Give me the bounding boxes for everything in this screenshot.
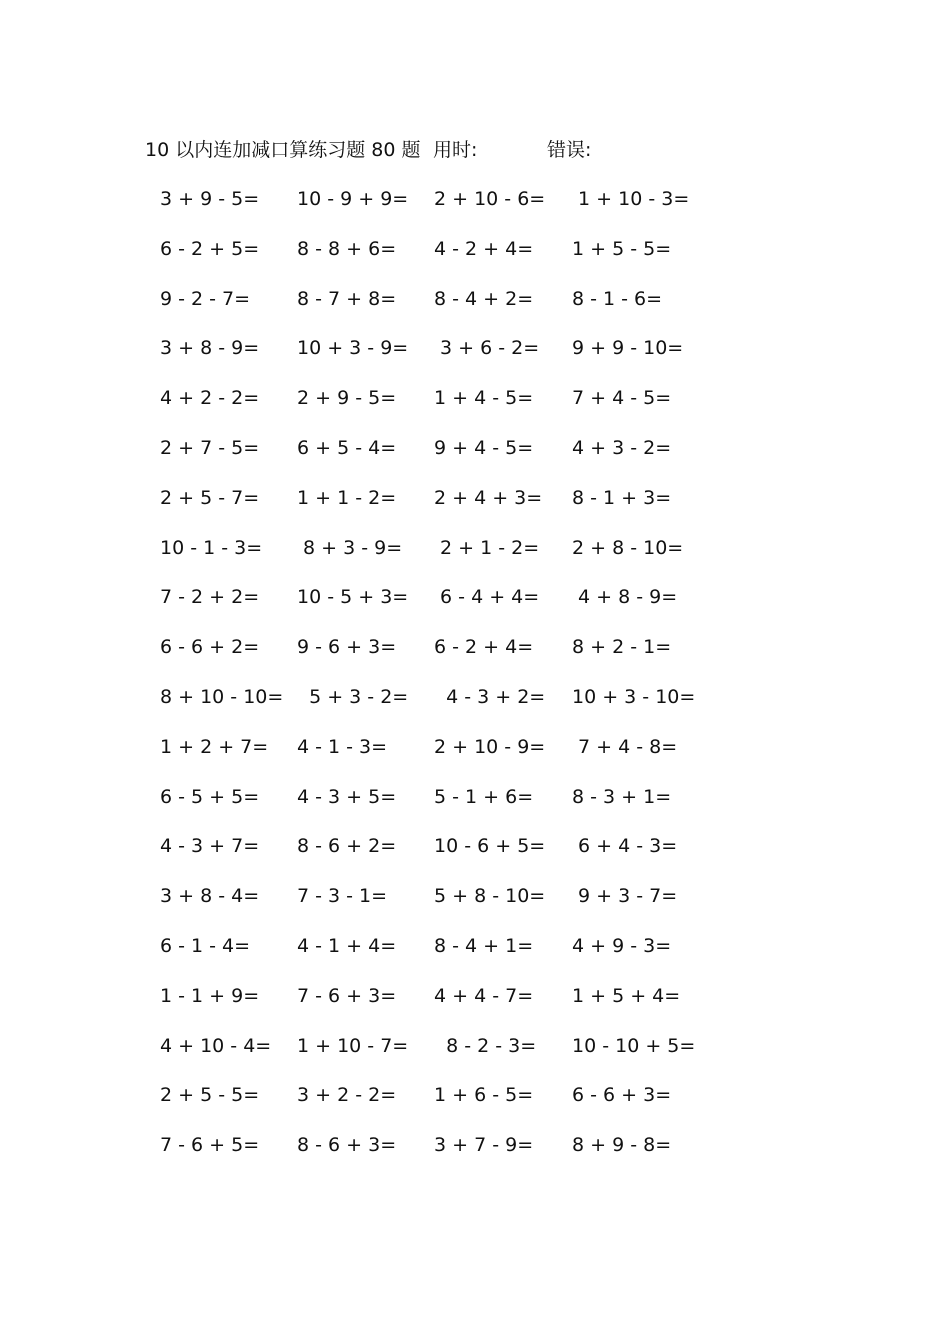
problem-cell: 8 - 8 + 6= [297, 237, 397, 260]
problem-cell: 8 + 3 - 9= [297, 536, 403, 559]
problem-row [0, 381, 950, 431]
problem-row [0, 232, 950, 282]
problem-cell: 6 - 2 + 5= [160, 237, 260, 260]
problem-cell: 6 - 1 - 4= [160, 934, 251, 957]
problem-cell: 2 + 7 - 5= [160, 436, 260, 459]
problem-cell: 2 + 5 - 7= [160, 486, 260, 509]
problem-cell: 4 + 8 - 9= [572, 586, 678, 609]
problem-cell: 5 - 1 + 6= [434, 785, 534, 808]
problem-cell: 4 - 3 + 5= [297, 785, 397, 808]
problem-cell: 5 + 8 - 10= [434, 885, 546, 908]
problem-cell: 7 - 6 + 3= [297, 984, 397, 1007]
problem-cell: 4 + 10 - 4= [160, 1034, 272, 1057]
problem-cell: 10 - 1 - 3= [160, 536, 263, 559]
problem-cell: 9 - 6 + 3= [297, 636, 397, 659]
problem-cell: 3 + 7 - 9= [434, 1134, 534, 1157]
problem-cell: 7 + 4 - 8= [572, 735, 678, 758]
problem-cell: 8 - 6 + 2= [297, 835, 397, 858]
problem-cell: 10 + 3 - 10= [572, 685, 696, 708]
problem-row [0, 1029, 950, 1079]
problem-grid [0, 182, 950, 1178]
problem-cell: 6 - 4 + 4= [434, 586, 540, 609]
problem-row [0, 331, 950, 381]
problem-cell: 8 - 2 - 3= [434, 1034, 537, 1057]
problem-cell: 4 + 4 - 7= [434, 984, 534, 1007]
problem-cell: 1 + 10 - 3= [572, 188, 690, 210]
problem-cell: 8 + 9 - 8= [572, 1134, 672, 1157]
problem-cell: 6 - 6 + 3= [572, 1084, 672, 1107]
problem-cell: 9 + 9 - 10= [572, 337, 684, 360]
problem-cell: 1 + 1 - 2= [297, 486, 397, 509]
problem-cell: 8 - 7 + 8= [297, 287, 397, 310]
problem-cell: 8 - 1 - 6= [572, 287, 663, 310]
problem-cell: 6 - 6 + 2= [160, 636, 260, 659]
problem-cell: 3 + 8 - 4= [160, 885, 260, 908]
problem-cell: 7 - 2 + 2= [160, 586, 260, 609]
worksheet-header [145, 136, 765, 164]
problem-cell: 6 + 5 - 4= [297, 436, 397, 459]
problem-cell: 5 + 3 - 2= [297, 685, 409, 708]
problem-cell: 4 - 2 + 4= [434, 237, 534, 260]
problem-cell: 10 - 5 + 3= [297, 586, 409, 609]
time-label: 用时: [433, 139, 478, 161]
problem-row [0, 829, 950, 879]
problem-cell: 2 + 8 - 10= [572, 536, 684, 559]
problem-row [0, 1078, 950, 1128]
problem-cell: 10 - 9 + 9= [297, 188, 409, 210]
problem-cell: 10 + 3 - 9= [297, 337, 409, 360]
problem-cell: 4 - 1 - 3= [297, 735, 388, 758]
problem-cell: 2 + 4 + 3= [434, 486, 543, 509]
problem-row [0, 879, 950, 929]
problem-cell: 4 - 3 + 2= [434, 685, 546, 708]
problem-row [0, 431, 950, 481]
problem-row [0, 929, 950, 979]
problem-cell: 8 + 10 - 10= [160, 685, 284, 708]
problem-cell: 3 + 8 - 9= [160, 337, 260, 360]
problem-row [0, 282, 950, 332]
problem-cell: 8 - 3 + 1= [572, 785, 672, 808]
errors-label: 错误: [547, 139, 592, 161]
problem-cell: 7 - 6 + 5= [160, 1134, 260, 1157]
problem-cell: 10 - 6 + 5= [434, 835, 546, 858]
problem-cell: 1 + 4 - 5= [434, 387, 534, 410]
problem-cell: 9 + 3 - 7= [572, 885, 678, 908]
problem-cell: 3 + 6 - 2= [434, 337, 540, 360]
problem-cell: 1 + 5 + 4= [572, 984, 681, 1007]
problem-row [0, 182, 950, 232]
problem-cell: 4 - 3 + 7= [160, 835, 260, 858]
worksheet-title: 10 以内连加减口算练习题 80 题 [145, 139, 421, 161]
problem-row [0, 580, 950, 630]
problem-cell: 7 + 4 - 5= [572, 387, 672, 410]
problem-cell: 4 - 1 + 4= [297, 934, 397, 957]
problem-row [0, 780, 950, 830]
problem-cell: 6 - 2 + 4= [434, 636, 534, 659]
problem-cell: 1 + 2 + 7= [160, 735, 269, 758]
problem-cell: 9 - 2 - 7= [160, 287, 251, 310]
problem-row [0, 630, 950, 680]
problem-row [0, 531, 950, 581]
problem-cell: 1 + 10 - 7= [297, 1034, 409, 1057]
problem-cell: 2 + 10 - 9= [434, 735, 546, 758]
problem-row [0, 481, 950, 531]
problem-cell: 10 - 10 + 5= [572, 1034, 696, 1057]
problem-cell: 6 - 5 + 5= [160, 785, 260, 808]
problem-cell: 9 + 4 - 5= [434, 436, 534, 459]
problem-cell: 8 + 2 - 1= [572, 636, 672, 659]
problem-cell: 8 - 4 + 1= [434, 934, 534, 957]
problem-cell: 8 - 1 + 3= [572, 486, 672, 509]
problem-row [0, 680, 950, 730]
problem-cell: 2 + 5 - 5= [160, 1084, 260, 1107]
problem-cell: 1 + 5 - 5= [572, 237, 672, 260]
problem-cell: 2 + 1 - 2= [434, 536, 540, 559]
problem-cell: 8 - 6 + 3= [297, 1134, 397, 1157]
problem-cell: 6 + 4 - 3= [572, 835, 678, 858]
problem-cell: 8 - 4 + 2= [434, 287, 534, 310]
problem-cell: 1 - 1 + 9= [160, 984, 260, 1007]
problem-cell: 4 + 9 - 3= [572, 934, 672, 957]
problem-cell: 3 + 9 - 5= [160, 188, 260, 210]
problem-cell: 3 + 2 - 2= [297, 1084, 397, 1107]
problem-row [0, 1128, 950, 1178]
problem-row [0, 979, 950, 1029]
problem-cell: 7 - 3 - 1= [297, 885, 388, 908]
problem-row [0, 730, 950, 780]
problem-cell: 1 + 6 - 5= [434, 1084, 534, 1107]
problem-cell: 2 + 9 - 5= [297, 387, 397, 410]
problem-cell: 4 + 3 - 2= [572, 436, 672, 459]
problem-cell: 2 + 10 - 6= [434, 188, 546, 210]
problem-cell: 4 + 2 - 2= [160, 387, 260, 410]
